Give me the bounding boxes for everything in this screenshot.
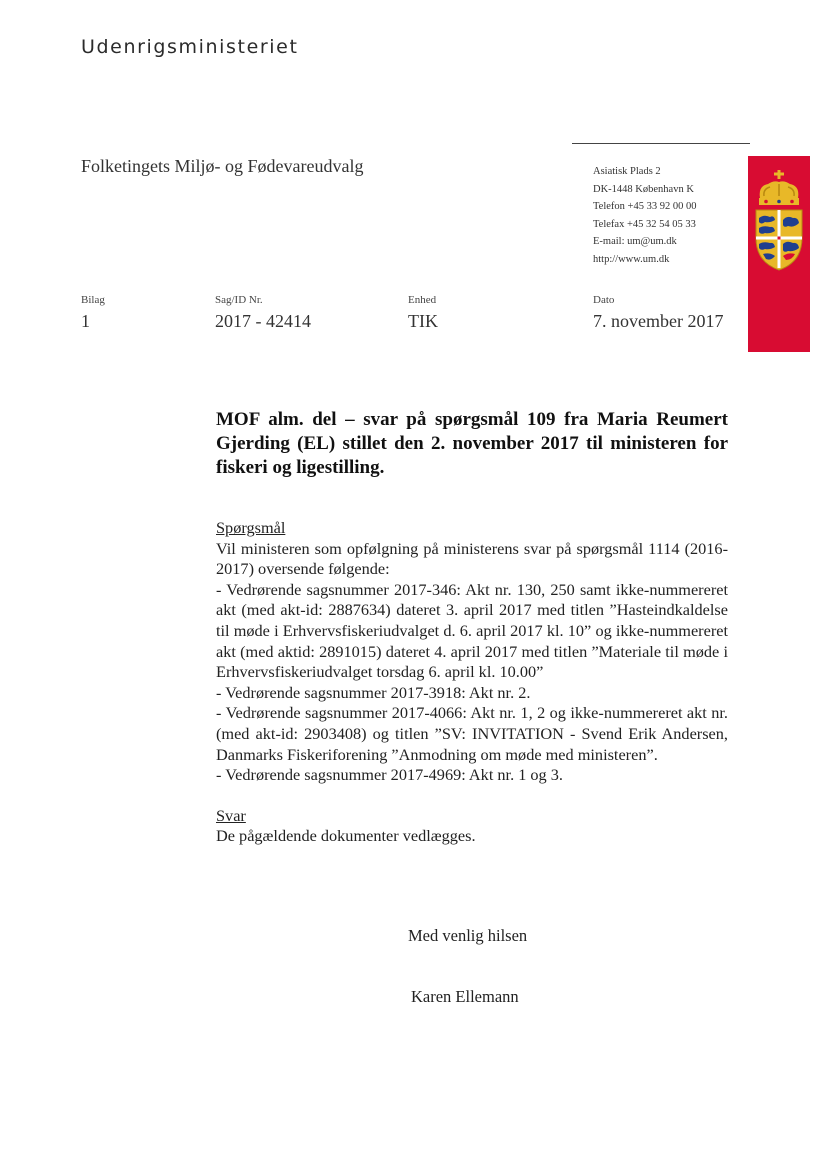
address-fax: Telefax +45 32 54 05 33 [593, 218, 696, 230]
dato-label: Dato [593, 294, 615, 306]
ministry-name: Udenrigsministeriet [81, 36, 299, 58]
enhed-label: Enhed [408, 294, 437, 306]
address-email: E-mail: um@um.dk [593, 236, 677, 247]
sag-id-value: 2017 - 42414 [215, 311, 311, 331]
answer-text: De pågældende dokumenter vedlægges. [216, 826, 476, 846]
section-spacer [216, 786, 728, 806]
sender-address [593, 163, 696, 268]
answer-heading: Svar [216, 805, 246, 825]
address-city: DK-1448 København K [593, 183, 694, 195]
bilag-label: Bilag [81, 294, 105, 306]
address-phone: Telefon +45 33 92 00 00 [593, 201, 697, 212]
question-item: - Vedrørende sagsnummer 2017-346: Akt nr. 130, 250 samt ikke-nummereret akt (med akt-id: 2887634) dateret 3. april 2017 med titlen ”Hasteindkaldelse til møde i Erhvervsfiskeriudvalget d. 6. april 2017 kl. 10” og ikke-nummereret akt (med aktid: 2891015) dateret 4. april 2017 med titlen ”Materiale til møde i Erhvervsfiskeriudvalget torsdag 6. april kl. 10.00” [216, 579, 728, 682]
letter-subject: MOF alm. del – svar på spørgsmål 109 fra Maria Reumert Gjerding (EL) stillet den 2. november 2017 til ministeren for fiskeri og ligestilling. [216, 409, 728, 478]
bilag-value: 1 [81, 311, 90, 331]
question-item: - Vedrørende sagsnummer 2017-4066: Akt nr. 1, 2 og ikke-nummereret akt nr. (med akt-id: 2903408) og titlen ”SV: INVITATION - Svend Erik Andersen, Danmarks Fiskeriforening ”Anmodning om møde med ministeren”. [216, 703, 728, 764]
closing-greeting: Med venlig hilsen [408, 926, 528, 945]
question-item: - Vedrørende sagsnummer 2017-3918: Akt nr. 2. [216, 682, 531, 702]
address-street: Asiatisk Plads 2 [593, 166, 661, 177]
question-intro: Vil ministeren som opfølgning på ministerens svar på spørgsmål 1114 (2016-2017) oversende følgende: [216, 538, 728, 579]
enhed-value: TIK [408, 311, 438, 331]
recipient: Folketingets Miljø- og Fødevareudvalg [81, 156, 364, 176]
letter-body [216, 518, 728, 847]
header-rule [572, 143, 750, 144]
question-item: - Vedrørende sagsnummer 2017-4969: Akt nr. 1 og 3. [216, 765, 563, 785]
dato-value: 7. november 2017 [593, 311, 724, 331]
signer-name: Karen Ellemann [411, 987, 519, 1006]
royal-coat-of-arms-icon [750, 168, 808, 274]
address-web: http://www.um.dk [593, 253, 670, 265]
question-heading: Spørgsmål [216, 518, 286, 537]
sag-id-label: Sag/ID Nr. [215, 294, 263, 306]
